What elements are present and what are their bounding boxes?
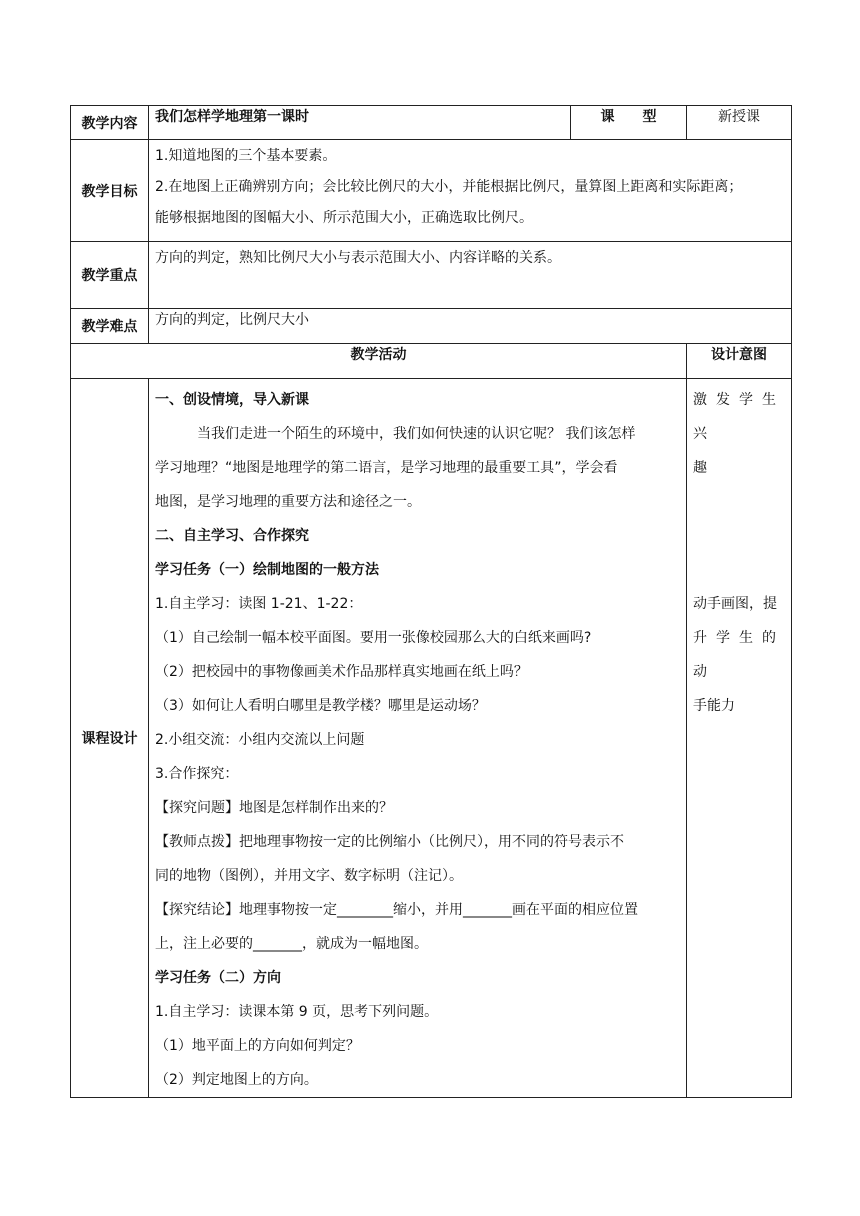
design-label: 课程设计: [71, 379, 149, 1098]
intent-spacer: [693, 485, 785, 553]
task-heading: 学习任务（一）绘制地图的一般方法: [155, 562, 379, 578]
intent-line: 激发学生兴: [693, 392, 785, 442]
goals-label: 教学目标: [71, 140, 149, 242]
section-heading: 二、自主学习、合作探究: [155, 528, 309, 544]
difficulties-text: 方向的判定，比例尺大小: [149, 309, 792, 344]
paragraph-line: 同的地物（图例），并用文字、数字标明（注记）。: [155, 868, 463, 884]
key-points-text: 方向的判定，熟知比例尺大小与表示范围大小、内容详略的关系。: [155, 250, 561, 266]
paragraph-line: 当我们走进一个陌生的环境中，我们如何快速的认识它呢？ 我们该怎样: [197, 426, 636, 442]
paragraph-line: 学习地理？“地图是地理学的第二语言，是学习地理的最重要工具”，学会看: [155, 460, 618, 476]
difficulties-row: [71, 309, 792, 344]
content-row: [71, 106, 792, 140]
question-line: （2）把校园中的事物像画美术作品那样真实地画在纸上吗？: [155, 664, 528, 680]
design-content: [149, 379, 687, 1098]
goals-content: [149, 140, 792, 242]
goals-row: [71, 140, 792, 242]
activity-header-row: [71, 344, 792, 379]
paragraph-line: 【教师点拨】把地理事物按一定的比例缩小（比例尺），用不同的符号表示不: [155, 834, 624, 850]
key-points-content: [149, 242, 792, 309]
question-line: （3）如何让人看明白哪里是教学楼？哪里是运动场？: [155, 698, 486, 714]
intent-line: 动手画图，提: [693, 596, 777, 612]
question-line: （2）判定地图上的方向。: [155, 1072, 318, 1088]
intent-line: 升学生的动: [693, 630, 785, 680]
paragraph-line: 1.自主学习：读课本第 9 页，思考下列问题。: [155, 1004, 439, 1020]
task-heading: 学习任务（二）方向: [155, 970, 281, 986]
content-label: 教学内容: [71, 106, 149, 140]
intent-line: 趣: [693, 460, 707, 476]
goal-line: 能够根据地图的图幅大小、所示范围大小，正确选取比例尺。: [155, 210, 533, 226]
intent-spacer: [693, 553, 785, 587]
paragraph-line: 2.小组交流：小组内交流以上问题: [155, 732, 365, 748]
key-points-row: [71, 242, 792, 309]
type-label: 课 型: [571, 106, 687, 140]
design-row: [71, 379, 792, 1098]
paragraph-line: 1.自主学习：读图 1-21、1-22：: [155, 596, 363, 612]
paragraph-line: 地图，是学习地理的重要方法和途径之一。: [155, 494, 421, 510]
goal-line: 1.知道地图的三个基本要素。: [155, 148, 337, 164]
intent-line: 手能力: [693, 698, 735, 714]
difficulties-label: 教学难点: [71, 309, 149, 344]
question-line: （1）自己绘制一幅本校平面图。要用一张像校园那么大的白纸来画吗?: [155, 630, 592, 646]
intent-text: [693, 379, 785, 723]
paragraph-line: 3.合作探究：: [155, 766, 239, 782]
goal-line: 2.在地图上正确辨别方向；会比较比例尺的大小，并能根据比例尺，量算图上距离和实际距离；: [155, 179, 743, 195]
intent-header: 设计意图: [687, 344, 792, 379]
key-points-label: 教学重点: [71, 242, 149, 309]
design-intent: [687, 379, 792, 1098]
design-text: [155, 379, 680, 1097]
type-value: 新授课: [687, 106, 792, 140]
paragraph-line: 上，注上必要的_______，就成为一幅地图。: [155, 936, 428, 952]
lesson-plan-table: [70, 105, 792, 1098]
section-heading: 一、创设情境，导入新课: [155, 392, 309, 408]
activity-header: 教学活动: [71, 344, 687, 379]
question-line: （1）地平面上的方向如何判定？: [155, 1038, 360, 1054]
paragraph-line: 【探究结论】地理事物按一定________缩小，并用_______画在平面的相应位置: [155, 902, 638, 918]
content-value: 我们怎样学地理第一课时: [149, 106, 571, 140]
paragraph-line: 【探究问题】地图是怎样制作出来的？: [155, 800, 393, 816]
